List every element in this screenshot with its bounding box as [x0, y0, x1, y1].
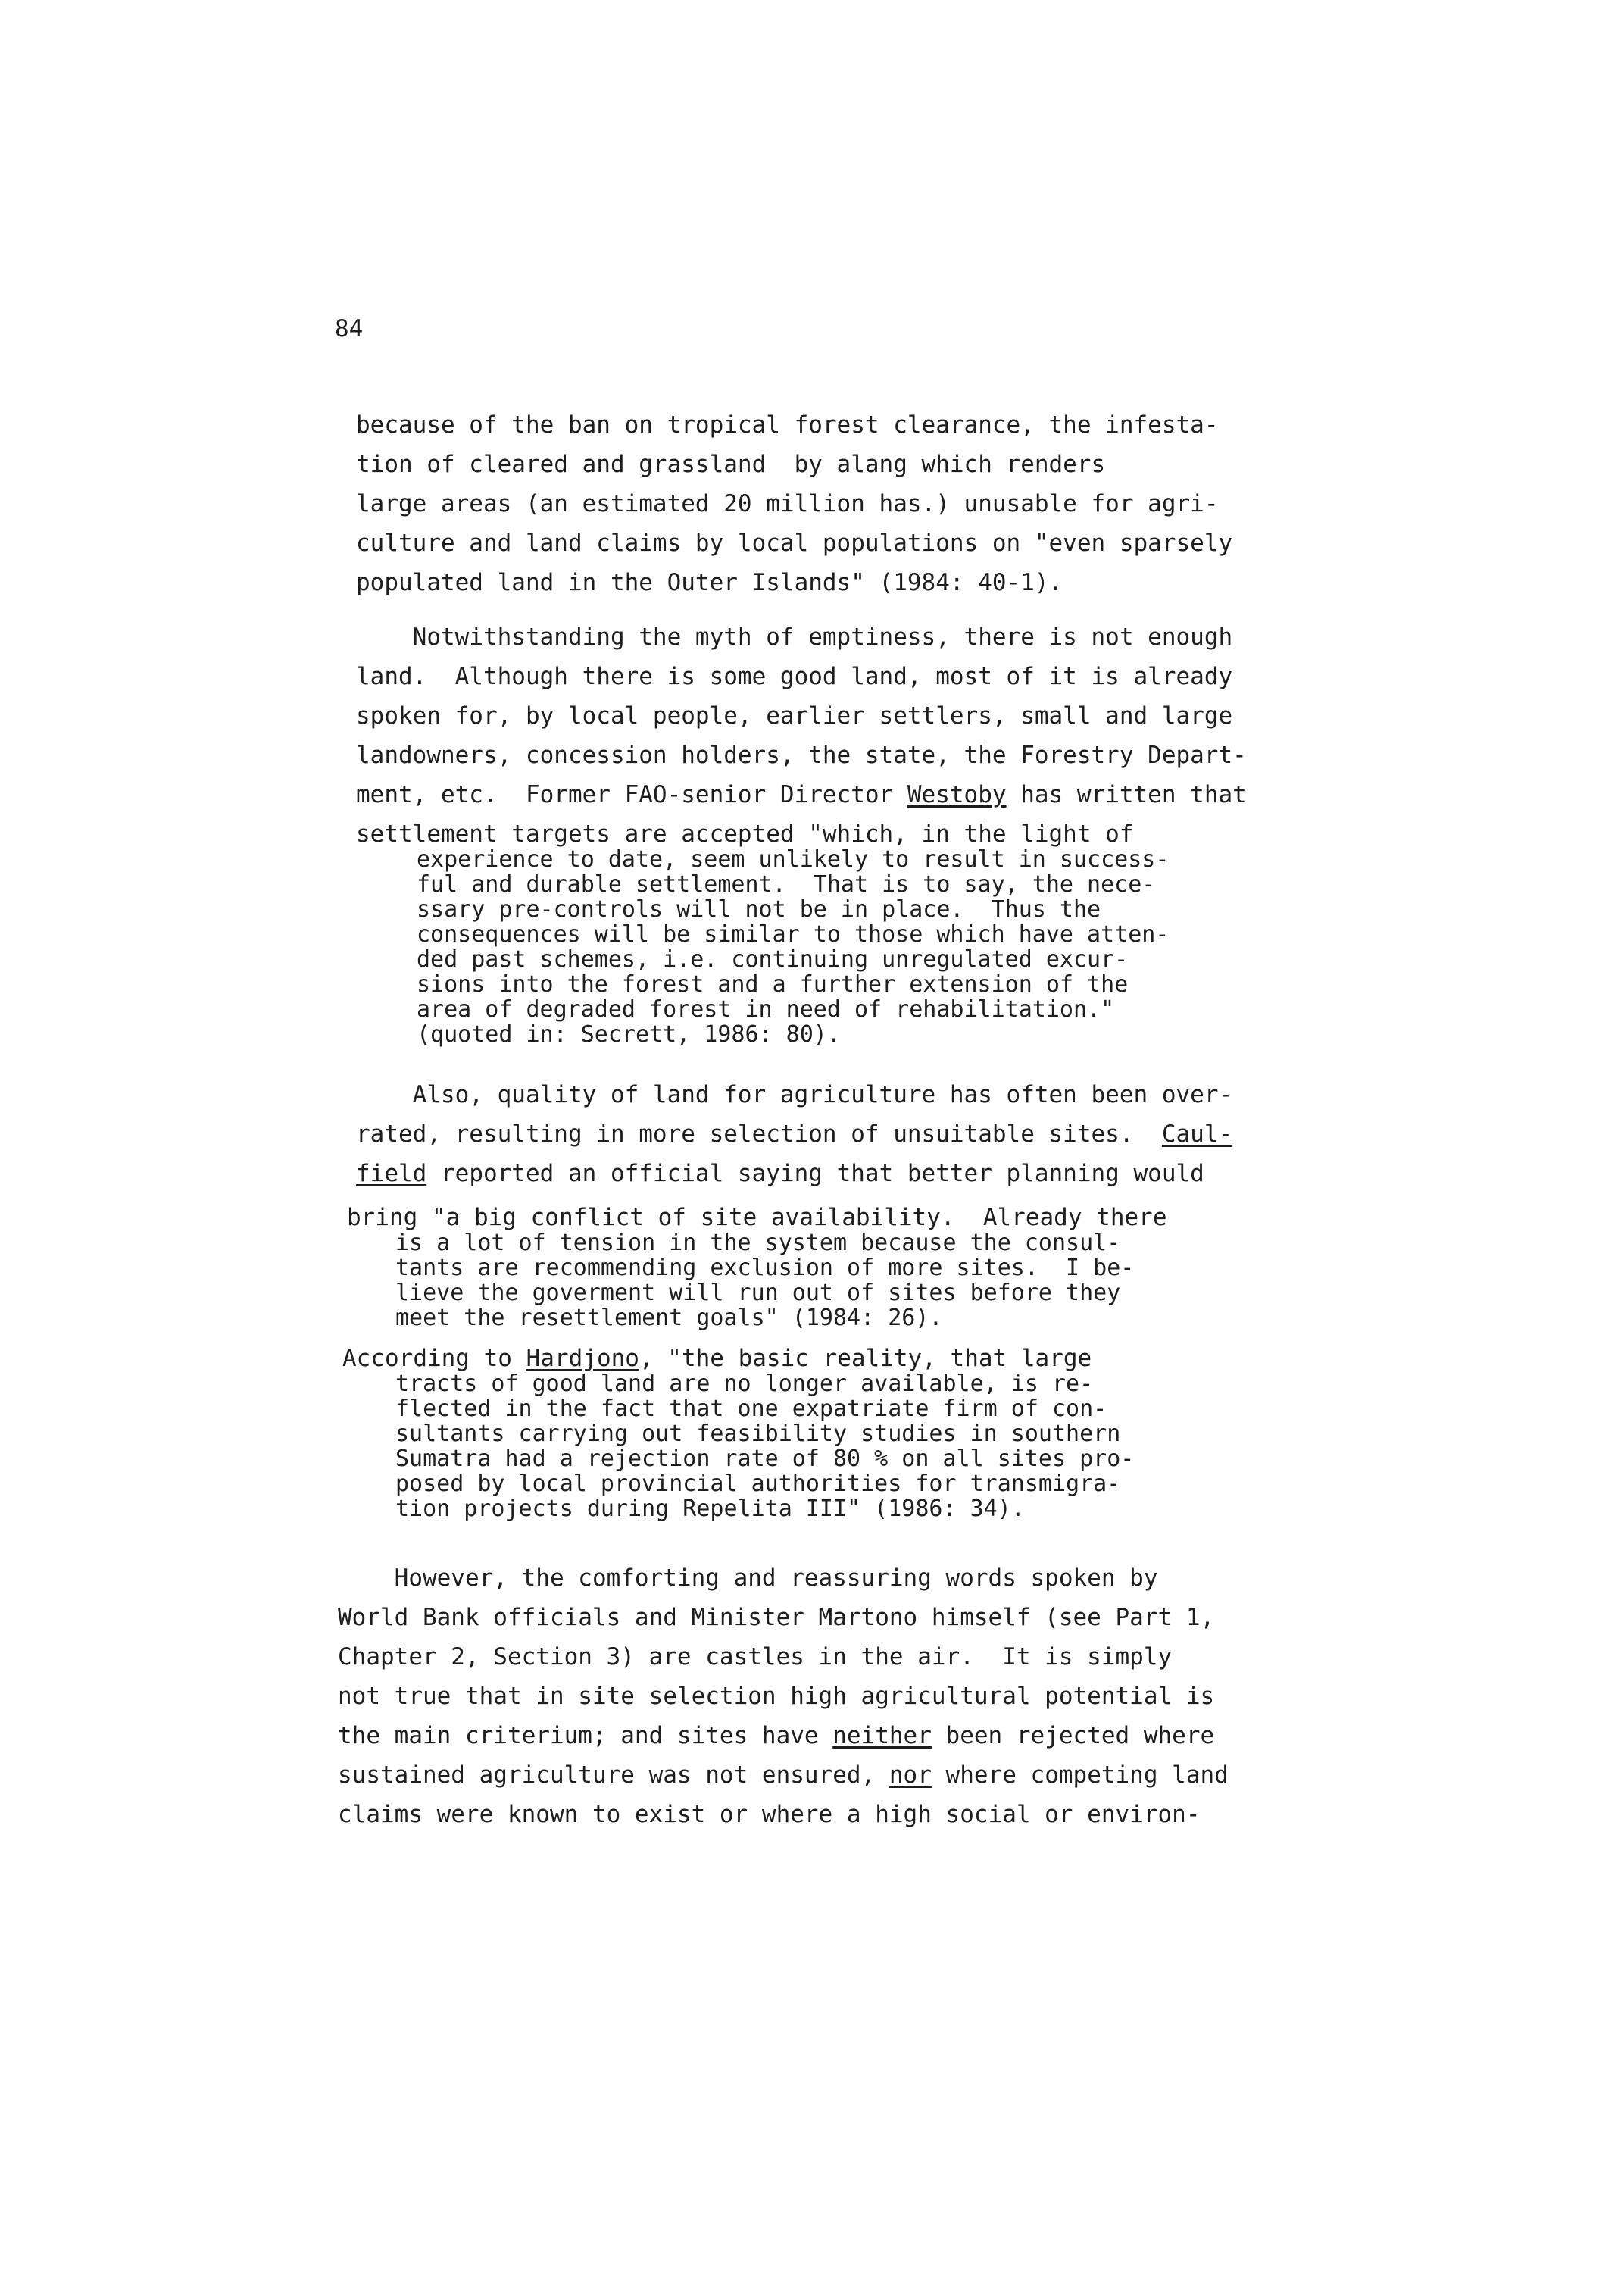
quote-line: ful and durable settlement. That is to say, the nece-	[417, 871, 1156, 898]
text-line: Also, quality of land for agriculture has often been over-	[356, 1081, 1233, 1108]
text-line: spoken for, by local people, earlier settlers, small and large	[356, 702, 1233, 730]
quote-line: sions into the forest and a further extension of the	[417, 971, 1129, 998]
author-caulfield-cont: field	[356, 1160, 427, 1187]
text-segment: rated, resulting in more selection of unsuitable sites.	[356, 1120, 1162, 1148]
text-segment: where competing land	[931, 1761, 1229, 1789]
text-line: World Bank officials and Minister Martono himself (see Part 1,	[338, 1604, 1215, 1631]
text-line-westoby	[356, 783, 1247, 807]
text-line-caulfield	[356, 1120, 1233, 1148]
quote-line: tracts of good land are no longer available, is re-	[395, 1371, 1094, 1397]
quote-line: lieve the goverment will run out of sites before they	[395, 1280, 1121, 1306]
quote-line: (quoted in: Secrett, 1986: 80).	[417, 1021, 841, 1048]
quote-line: Sumatra had a rejection rate of 80 % on all sites pro-	[395, 1446, 1135, 1472]
text-line: landowners, concession holders, the state, the Forestry Depart-	[356, 742, 1247, 769]
quote-line: meet the resettlement goals" (1984: 26).	[395, 1305, 943, 1331]
text-segment: been rejected where	[931, 1722, 1215, 1749]
quote-line: flected in the fact that one expatriate firm of con-	[395, 1396, 1107, 1422]
quote-line: ded past schemes, i.e. continuing unregulated excur-	[417, 946, 1129, 973]
text-segment: ment, etc. Former FAO-senior Director	[356, 781, 907, 808]
text-line: culture and land claims by local populations on "even sparsely	[356, 530, 1233, 557]
text-line: However, the comforting and reassuring words spoken by	[338, 1564, 1158, 1592]
quote-line: sultants carrying out feasibility studies in southern	[395, 1421, 1121, 1447]
text-segment: has written that	[1006, 781, 1247, 808]
author-westoby: Westoby	[907, 781, 1007, 808]
quote-line: ssary pre-controls will not be in place. Thus the	[417, 896, 1101, 923]
text-segment: , "the basic reality, that large	[639, 1345, 1092, 1372]
quote-line: is a lot of tension in the system because the consul-	[395, 1230, 1121, 1256]
quote-lead-line: settlement targets are accepted "which, in the light of	[356, 820, 1134, 848]
text-segment: According to	[342, 1345, 526, 1372]
text-segment: sustained agriculture was not ensured,	[338, 1761, 889, 1789]
text-line: tion of cleared and grassland by alang which renders	[356, 451, 1106, 478]
quote-line: tants are recommending exclusion of more sites. I be-	[395, 1255, 1135, 1281]
emphasis-nor: nor	[889, 1761, 932, 1789]
quote-line: posed by local provincial authorities for transmigra-	[395, 1471, 1121, 1497]
text-line: large areas (an estimated 20 million has.) unusable for agri-	[356, 490, 1219, 517]
page-number: 84	[335, 315, 364, 342]
quote-line: area of degraded forest in need of rehabilitation."	[417, 996, 1115, 1023]
text-segment: the main criterium; and sites have	[338, 1722, 833, 1749]
text-line: not true that in site selection high agricultural potential is	[338, 1683, 1215, 1710]
text-line: because of the ban on tropical forest clearance, the infesta-	[356, 411, 1219, 439]
text-line-neither	[338, 1724, 1214, 1748]
quote-lead-line: bring "a big conflict of site availability. Already there	[347, 1204, 1167, 1231]
author-caulfield: Caul-	[1161, 1120, 1233, 1148]
text-line-nor	[338, 1761, 1229, 1789]
text-line: Chapter 2, Section 3) are castles in the air. It is simply	[338, 1643, 1173, 1671]
text-line-hardjono	[342, 1347, 1092, 1371]
text-line: claims were known to exist or where a high social or environ-	[338, 1801, 1201, 1828]
text-line: populated land in the Outer Islands" (1984: 40-1).	[356, 569, 1063, 596]
emphasis-neither: neither	[832, 1722, 932, 1749]
quote-line: experience to date, seem unlikely to result in success-	[417, 846, 1170, 873]
text-line: Notwithstanding the myth of emptiness, there is not enough	[356, 624, 1233, 651]
text-line-field	[356, 1162, 1204, 1186]
quote-line: tion projects during Repelita III" (1986: 34).	[395, 1496, 1025, 1522]
quote-line: consequences will be similar to those which have atten-	[417, 921, 1170, 948]
text-segment: reported an official saying that better planning would	[426, 1160, 1204, 1187]
author-hardjono: Hardjono	[526, 1345, 639, 1372]
text-line: land. Although there is some good land, most of it is already	[356, 663, 1233, 690]
